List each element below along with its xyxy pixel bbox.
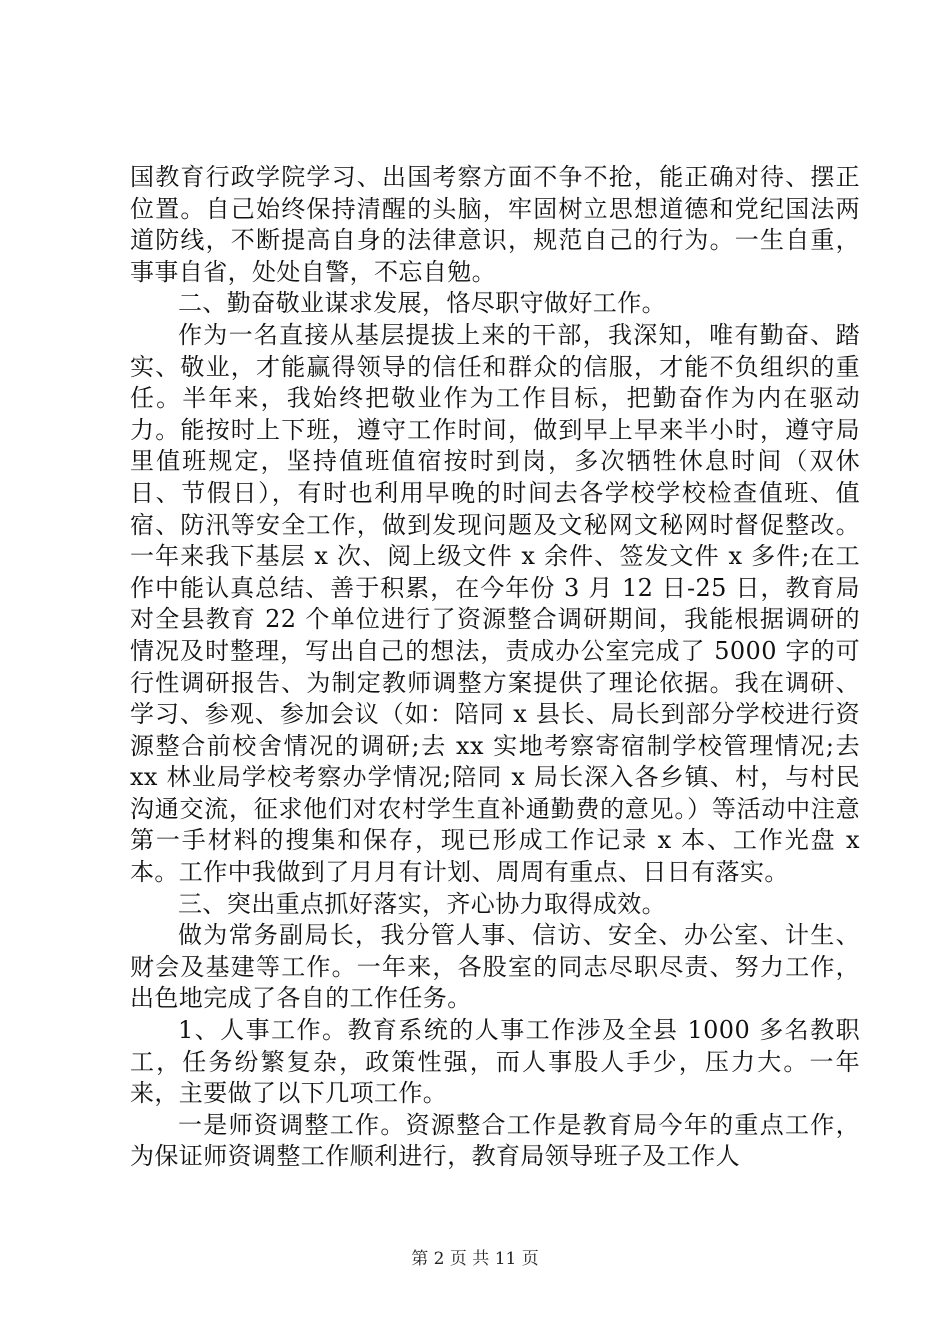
page-number-footer: 第 2 页 共 11 页 (411, 1249, 539, 1269)
paragraph-7: 一是师资调整工作。资源整合工作是教育局今年的重点工作，为保证师资调整工作顺利进行，教育局领导班子及工作人 (130, 1110, 860, 1171)
paragraph-5: 做为常务副局长，我分管人事、信访、安全、办公室、计生、财会及基建等工作。一年来，各股室的同志尽职尽责、努力工作，出色地完成了各自的工作任务。 (130, 921, 860, 1013)
section-heading-3: 三、突出重点抓好落实，齐心协力取得成效。 (178, 889, 666, 918)
paragraph-1: 国教育行政学院学习、出国考察方面不争不抢，能正确对待、摆正位置。自己始终保持清醒的头脑，牢固树立思想道德和党纪国法两道防线，不断提高自身的法律意识，规范自己的行为。一生自重，事事自省，处处自警，不忘自勉。 (130, 163, 860, 286)
paragraph-3: 作为一名直接从基层提拔上来的干部，我深知，唯有勤奋、踏实、敬业，才能赢得领导的信任和群众的信服，才能不负组织的重任。半年来，我始终把敬业作为工作目标，把勤奋作为内在驱动力。能按时上下班，遵守工作时间，做到早上早来半小时，遵守局里值班规定，坚持值班值宿按时到岗，多次牺牲休息时间（双休日、节假日），有时也利用早晚的时间去各学校学校检查值班、值宿、防汛等安全工作，做到发现问题及文秘网文秘网时督促整改。一年来我下基层 x 次、阅上级文件 x 余件、签发文件 x 多件;在工作中能认真总结、善于积累，在今年份 3 月 12 日-25 日，教育局对全县教育 22 个单位进行了资源整合调研期间，我能根据调研的情况及时整理，写出自己的想法，责成办公室完成了 5000 字的可行性调研报告、为制定教师调整方案提供了理论依据。我在调研、学习、参观、参加会议（如：陪同 x 县长、局长到部分学校进行资源整合前校舍情况的调研;去 xx 实地考察寄宿制学校管理情况;去 xx 林业局学校考察办学情况;陪同 x 局长深入各乡镇、村，与村民沟通交流，征求他们对农村学生直补通勤费的意见。）等活动中注意第一手材料的搜集和保存，现已形成工作记录 x 本、工作光盘 x 本。工作中我做到了月月有计划、周周有重点、日日有落实。 (130, 320, 860, 887)
section-heading-2: 二、勤奋敬业谋求发展，恪尽职守做好工作。 (178, 289, 666, 318)
document-body (130, 162, 860, 1173)
paragraph-6: 1、人事工作。教育系统的人事工作涉及全县 1000 多名教职工，任务纷繁复杂，政策性强，而人事股人手少，压力大。一年来，主要做了以下几项工作。 (130, 1016, 860, 1108)
